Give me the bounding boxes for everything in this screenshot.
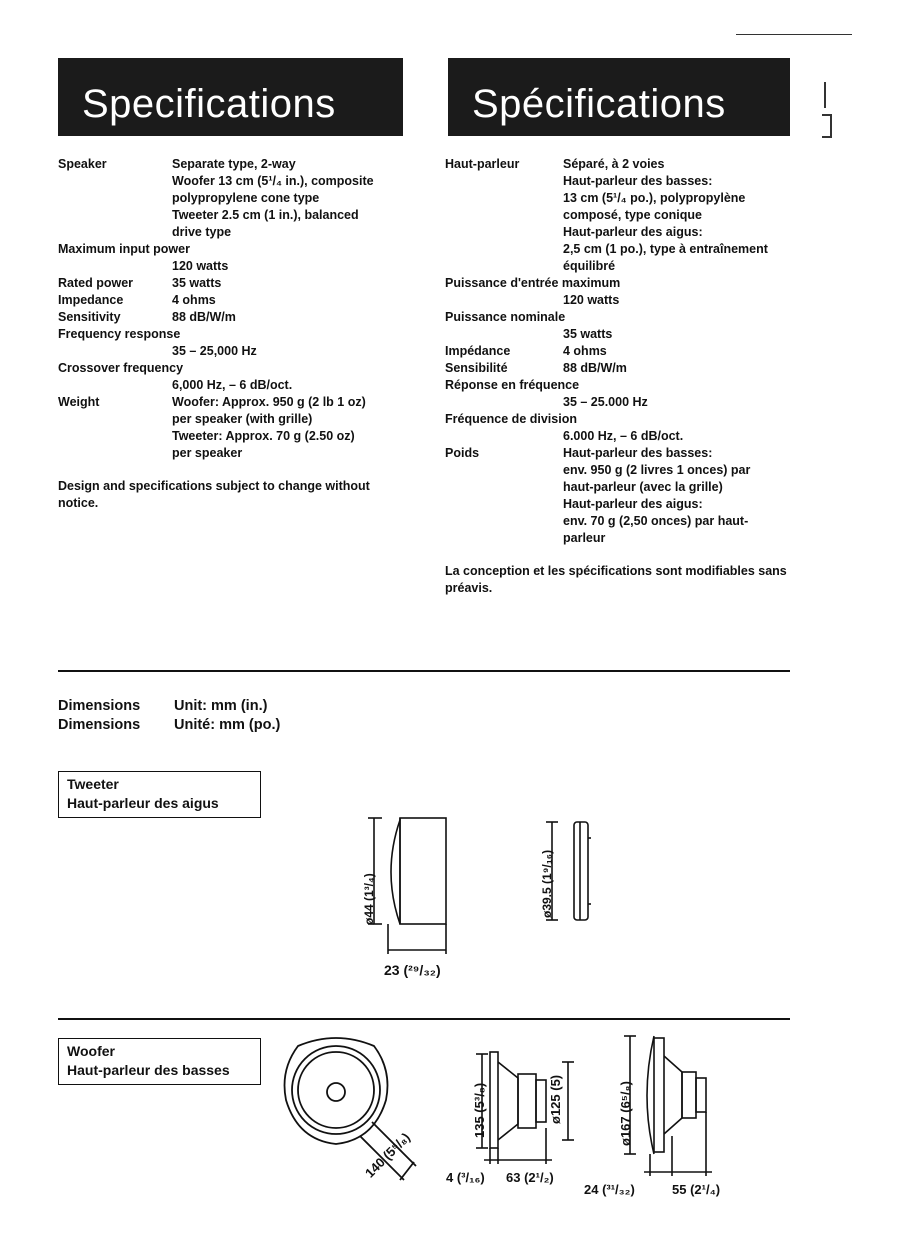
woofer-title-box — [58, 1038, 261, 1085]
woofer-title-en: Woofer — [67, 1043, 115, 1059]
spec-row-impedance — [445, 343, 795, 360]
spec-value: 35 watts — [563, 327, 613, 341]
spec-row-impedance — [58, 292, 398, 309]
spec-value: 13 cm (5¹/₄ po.), polypropylène — [563, 191, 746, 205]
spec-row-speaker — [445, 156, 795, 173]
scan-mark — [824, 82, 826, 108]
spec-value: parleur — [563, 531, 606, 545]
spec-row-sensitivity — [445, 360, 795, 377]
woofer-flange-label: 4 (³/₁₆) — [446, 1170, 485, 1185]
spec-value: env. 70 g (2,50 onces) par haut- — [563, 514, 749, 528]
woofer-depth55-label: 55 (2¹/₄) — [672, 1182, 721, 1197]
spec-value: env. 950 g (2 livres 1 onces) par — [563, 463, 751, 477]
change-notice: La conception et les spécifications sont modifiables sans préavis. — [445, 564, 787, 595]
woofer-front-drawing — [276, 1030, 426, 1195]
change-notice: Design and specifications subject to change without notice. — [58, 479, 370, 510]
tweeter-diameter2-label: ø39.5 (1⁹/₁₆) — [540, 849, 554, 918]
spec-row-sensitivity — [58, 309, 398, 326]
spec-label: Sensitivity — [58, 310, 121, 324]
tweeter-title-box — [58, 771, 261, 818]
spec-row-rated — [58, 275, 398, 292]
spec-value: Séparé, à 2 voies — [563, 157, 665, 171]
woofer-dia125-label: ø125 (5) — [548, 1074, 563, 1124]
spec-value: Woofer: Approx. 950 g (2 lb 1 oz) — [172, 395, 366, 409]
spec-value: Woofer 13 cm (5¹/₄ in.), composite — [172, 174, 374, 188]
dimensions-line-en — [58, 698, 267, 714]
spec-value: 2,5 cm (1 po.), type à entraînement — [563, 242, 768, 256]
spec-value: 35 – 25,000 Hz — [172, 344, 257, 358]
section-divider — [58, 1018, 790, 1020]
spec-value: Haut-parleur des basses: — [563, 446, 713, 460]
spec-value: Haut-parleur des aigus: — [563, 225, 703, 239]
spec-value: 120 watts — [172, 259, 229, 273]
spec-value: équilibré — [563, 259, 616, 273]
tweeter-title-fr: Haut-parleur des aigus — [67, 795, 219, 811]
spec-value: per speaker (with grille) — [172, 412, 313, 426]
spec-label: Weight — [58, 395, 100, 409]
unit-label: Unit: mm (in.) — [174, 698, 268, 714]
dimensions-line-fr — [58, 717, 280, 733]
spec-list-en — [58, 156, 398, 512]
spec-value: Separate type, 2-way — [172, 157, 296, 171]
woofer-height-label: 135 (5³/₈) — [472, 1082, 487, 1138]
spec-value: 4 ohms — [563, 344, 607, 358]
spec-label: Crossover frequency — [58, 361, 184, 375]
spec-list-fr — [445, 156, 795, 597]
tweeter-title-en: Tweeter — [67, 776, 119, 792]
specifications-banner — [58, 58, 403, 136]
section-divider — [58, 670, 790, 672]
tweeter-depth-label: 23 (²⁹/₃₂) — [384, 962, 441, 978]
unit-label: Unité: mm (po.) — [174, 717, 281, 733]
spec-row-speaker — [58, 156, 398, 173]
spec-label: Fréquence de division — [445, 412, 577, 426]
page-title-en: Specifications — [82, 82, 336, 126]
tweeter-side-drawing — [360, 812, 470, 962]
spec-label: Impédance — [445, 344, 511, 358]
tweeter-diameter-label: ø44 (1³/₄) — [362, 873, 376, 925]
dimensions-label: Dimensions — [58, 717, 141, 733]
spec-value: drive type — [172, 225, 232, 239]
dimensions-label: Dimensions — [58, 698, 141, 714]
spec-label: Rated power — [58, 276, 134, 290]
spec-value: haut-parleur (avec la grille) — [563, 480, 723, 494]
woofer-dia167-label: ø167 (6⁵/₈) — [618, 1081, 633, 1146]
spec-label: Poids — [445, 446, 480, 460]
spec-label: Maximum input power — [58, 242, 190, 256]
woofer-depth63-label: 63 (2¹/₂) — [506, 1170, 554, 1185]
spec-value: Tweeter 2.5 cm (1 in.), balanced — [172, 208, 359, 222]
scan-mark — [736, 34, 852, 35]
woofer-diagonal-label: 140 (5⁵/₈) — [362, 1129, 413, 1181]
spec-value: 120 watts — [563, 293, 620, 307]
spec-value: Tweeter: Approx. 70 g (2.50 oz) — [172, 429, 355, 443]
spec-value: 6,000 Hz, – 6 dB/oct. — [172, 378, 293, 392]
spec-value: 88 dB/W/m — [172, 310, 236, 324]
spec-value: 6.000 Hz, – 6 dB/oct. — [563, 429, 684, 443]
spec-row-weight — [58, 394, 398, 411]
spec-value: Haut-parleur des aigus: — [563, 497, 703, 511]
spec-value: 35 watts — [172, 276, 222, 290]
spec-row-weight — [445, 445, 795, 462]
spec-value: polypropylene cone type — [172, 191, 320, 205]
spec-value: composé, type conique — [563, 208, 702, 222]
spec-label: Sensibilité — [445, 361, 508, 375]
page-title-fr: Spécifications — [472, 82, 726, 126]
scan-mark — [822, 114, 832, 138]
spec-label: Puissance d'entrée maximum — [445, 276, 621, 290]
woofer-grille-depth-label: 24 (³¹/₃₂) — [584, 1182, 635, 1197]
spec-value: Haut-parleur des basses: — [563, 174, 713, 188]
spec-label: Haut-parleur — [445, 157, 520, 171]
spec-value: 88 dB/W/m — [563, 361, 627, 375]
woofer-side-drawing — [470, 1048, 585, 1168]
specifications-banner-fr — [448, 58, 790, 136]
spec-label: Speaker — [58, 157, 107, 171]
woofer-title-fr: Haut-parleur des basses — [67, 1062, 230, 1078]
spec-label: Impedance — [58, 293, 124, 307]
spec-value: per speaker — [172, 446, 243, 460]
spec-label: Réponse en fréquence — [445, 378, 580, 392]
spec-value: 35 – 25.000 Hz — [563, 395, 648, 409]
spec-label: Puissance nominale — [445, 310, 566, 324]
spec-label: Frequency response — [58, 327, 181, 341]
spec-value: 4 ohms — [172, 293, 216, 307]
